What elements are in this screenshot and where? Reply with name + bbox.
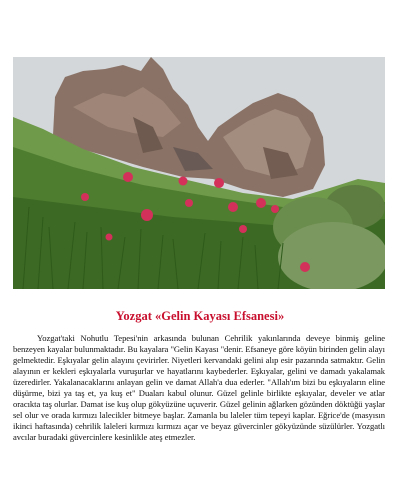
article-title: Yozgat «Gelin Kayası Efsanesi» (115, 309, 285, 323)
article-photo (13, 57, 385, 289)
article-body: Yozgat'taki Nohutlu Tepesi'nin arkasında bulunan Cehrilik yakınlarında deveye binmiş geline benzeyen kayalar bulunmaktadır. Bu kayalara "Gelin Kayası "denir. Efsaneye göre köyün birinden gelin alayı gelmektedir. Eşkıyalar gelin alayını çevirirler. Niyetleri kervandaki gelini alıp esir pazarında satmaktır. Gelin alayının er kekleri eşkıyalarla vuruşurlar ve hayatlarını kaybederler. Eşkıyalar, gelini ve damadı yakalamak üzeredirler. Yakalanacaklarını anlayan gelin ve damat Allah'a dua ederler. "Allah'ım bizi bu eşkıyaların eline düşürme, bizi ya taş et, ya kuş et" Duaları kabul olunur. Güzel gelinle birlikte eşkıyalar, develer ve atlar oracıkta taş olurlar. Damat ise kuş olup gökyüzüne uçuverir. Güzel gelinin ağlarken gözünden döktüğü yaşlar sel olur ve orada kırmızı lalecikler bitmeye başlar. Zamanla bu laleler tüm tepeyi kaplar. Eğrice'de (masyısın ikinci haftasında) cehrilik laleleri kırmızı kırmızı açar ve beyaz güvercinler gökyüzünde süzülürler. Yozgatlı avcılar buradaki güvercinlere kesinlikle ateş etmezler. (13, 333, 385, 443)
